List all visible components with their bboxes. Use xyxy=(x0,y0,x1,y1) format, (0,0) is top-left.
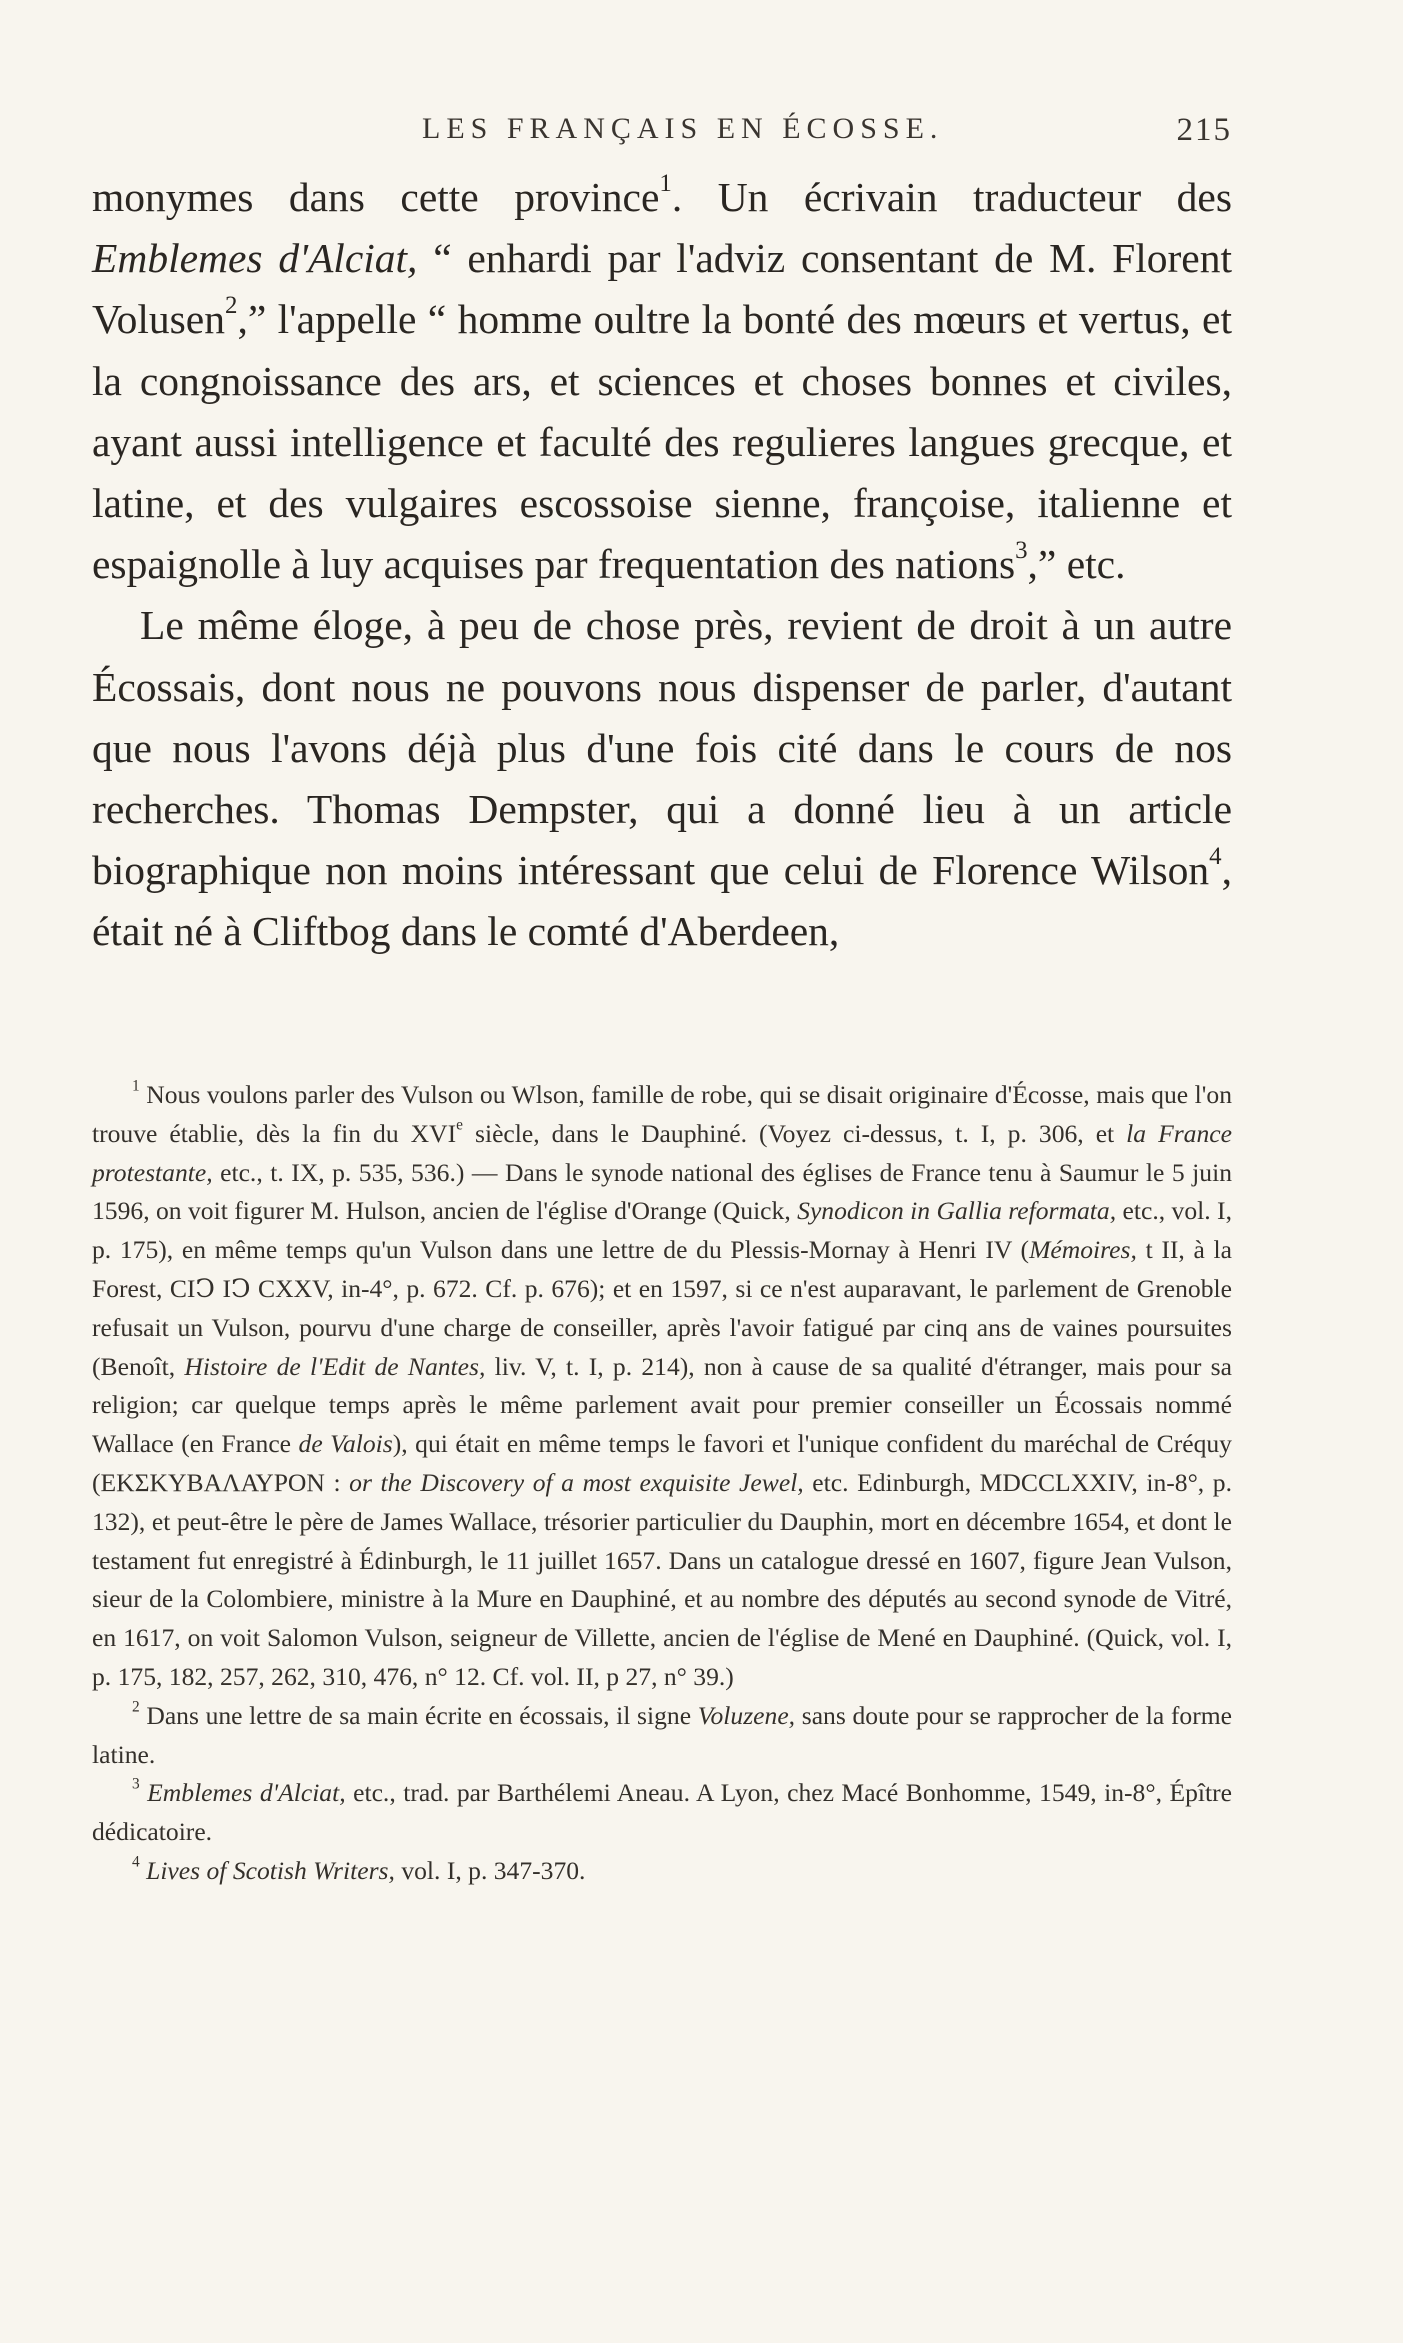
footnote-number: 2 xyxy=(132,1698,140,1716)
footnotes xyxy=(92,1076,1232,1891)
running-title: LES FRANÇAIS EN ÉCOSSE. xyxy=(422,112,944,145)
footnote-number: 3 xyxy=(132,1776,140,1794)
page-number: 215 xyxy=(1176,112,1232,148)
main-text xyxy=(92,167,1232,963)
footnote-ref-1[interactable]: 1 xyxy=(659,170,672,198)
footnote-2: $^2$ Dans une lettre de sa main écrite en écossais, il signe Voluzene, sans doute pour se rapprocher de la forme latine. xyxy=(92,1698,1232,1769)
footnote-1: $^1$ Nous voulons parler des Vulson ou Wlson, famille de robe, qui se disait originaire d'Écosse, mais que l'on trouve établie, dès la fin du XVIe siècle, dans le Dauphiné. (Voyez ci-dessus, t. I, p. 306, et la France protestante, etc., t. IX, p. 535, 536.) — Dans le synode national des églises de France tenu à Saumur le 5 juin 1596, on voit figurer M. Hulson, ancien de l'église d'Orange (Quick, Synodicon in Gallia reformata, etc., vol. I, p. 175), en même temps qu'un Vulson dans une lettre de du Plessis-Mornay à Henri IV (Mémoires, t II, à la Forest, CIↃ IↃ CXXV, in-4°, p. 672. Cf. p. 676); et en 1597, si ce n'est auparavant, le parlement de Grenoble refusait un Vulson, pourvu d'une charge de conseiller, après l'avoir fatigué par cinq ans de vaines poursuites (Benoît, Histoire de l'Edit de Nantes, liv. V, t. I, p. 214), non à cause de sa qualité d'étranger, mais pour sa religion; car quelque temps après le même parlement avait pour premier conseiller un Écossais nommé Wallace (en France de Valois), qui était en même temps le favori et l'unique confident du maréchal de Créquy (ΕΚΣΚΥΒΑΛΑΥΡΟΝ : or the Discovery of a most exquisite Jewel, etc. Edinburgh, MDCCLXXIV, in-8°, p. 132), et peut-être le père de James Wallace, trésorier particulier du Dauphin, mort en décembre 1654, et dont le testament fut enregistré à Édinburgh, le 11 juillet 1657. Dans un catalogue dressé en 1607, figure Jean Vulson, sieur de la Colombiere, ministre à la Mure en Dauphiné, et au nombre des députés au second synode de Vitré, en 1617, on voit Salomon Vulson, seigneur de Villette, ancien de l'église de Mené en Dauphiné. (Quick, vol. I, p. 175, 182, 257, 262, 310, 476, n° 12. Cf. vol. II, p 27, n° 39.) xyxy=(92,1077,1233,1691)
footnote-number: 1 xyxy=(132,1077,140,1095)
footnote-4: $^4$ Lives of Scotish Writers, vol. I, p. 347-370. xyxy=(132,1853,586,1885)
footnote-ref-2[interactable]: 2 xyxy=(224,292,238,320)
footnote-3: $^3$ Emblemes d'Alciat, etc., trad. par Barthélemi Aneau. A Lyon, chez Macé Bonhomme, 1549, in-8°, Épître dédicatoire. xyxy=(92,1776,1232,1847)
footnote-ref-3[interactable]: 3 xyxy=(1015,537,1028,565)
footnote-ref-4[interactable]: 4 xyxy=(1209,843,1222,871)
footnote-number: 4 xyxy=(132,1853,140,1871)
paragraph-2: Le même éloge, à peu de chose près, revient de droit à un autre Écossais, dont nous ne pouvons nous dispenser de parler, d'autant que nous l'avons déjà plus d'une fois cité dans le cours de nos recherches. Thomas Dempster, qui a donné lieu à un article biographique non moins intéressant que celui de Florence Wilson$^4$, était né à Cliftbog dans le comté d'Aberdeen, xyxy=(92,602,1232,955)
paragraph-1: monymes dans cette province$^1$. Un écrivain traducteur des Emblemes d'Alciat, “ enhardi par l'adviz consentant de M. Florent Volusen$^2$,” l'appelle “ homme oultre la bonté des mœurs et vertus, et la congnoissance des ars, et sciences et choses bonnes et civiles, ayant aussi intelligence et faculté des regulieres langues grecque, et latine, et des vulgaires escossoise sienne, françoise, italienne et espaignolle à luy acquises par frequentation des nations$^3$,” etc. xyxy=(92,170,1232,588)
